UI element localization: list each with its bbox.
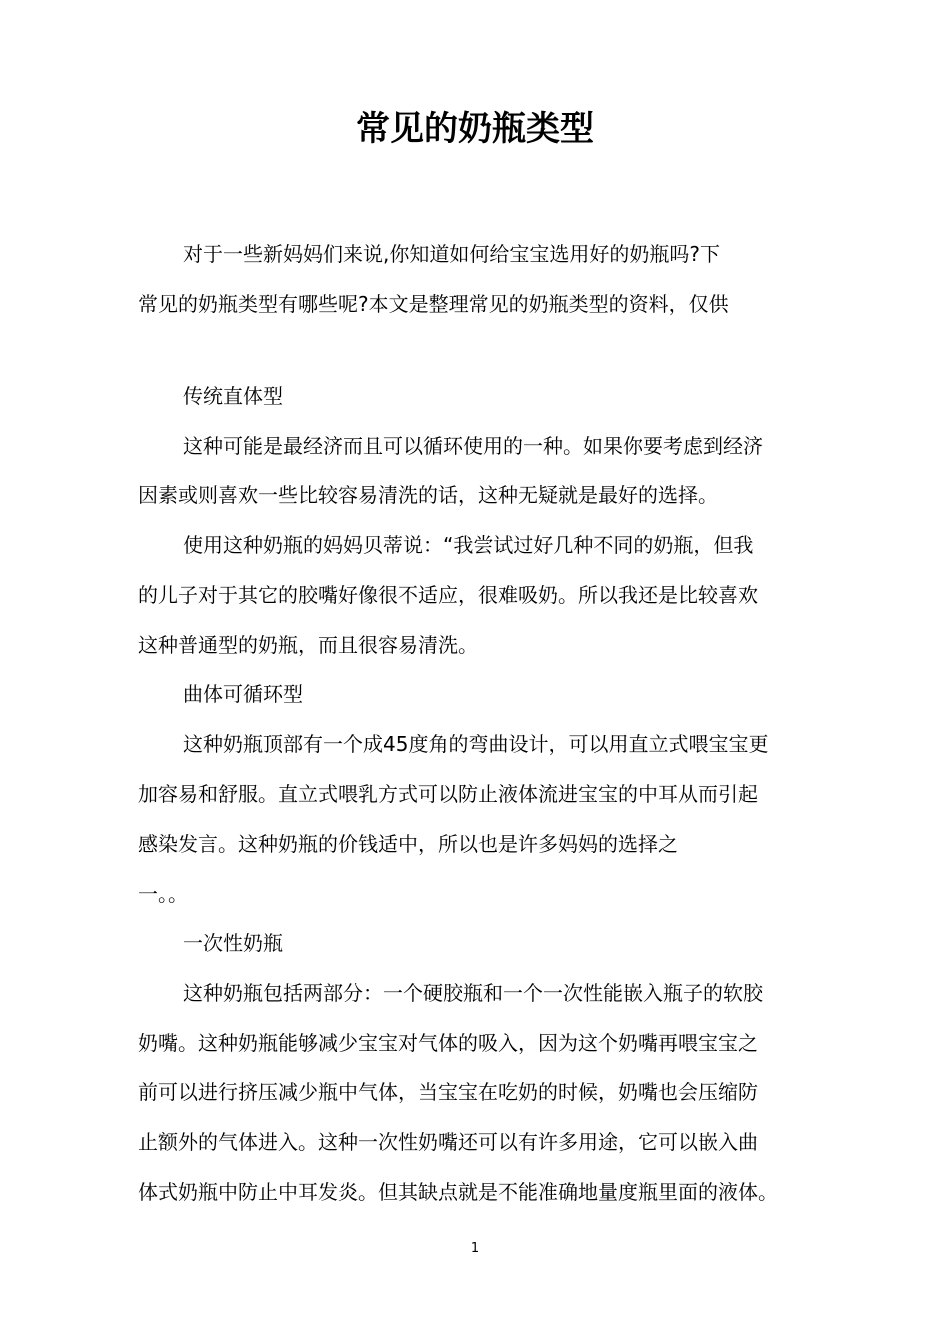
- paragraph-line: 的儿子对于其它的胶嘴好像很不适应，很难吸奶。所以我还是比较喜欢: [138, 583, 758, 607]
- paragraph-line: 前可以进行挤压减少瓶中气体，当宝宝在吃奶的时候，奶嘴也会压缩防: [138, 1080, 758, 1104]
- paragraph-line: 使用这种奶瓶的妈妈贝蒂说：“我尝试过好几种不同的奶瓶，但我: [183, 533, 754, 557]
- section-heading-curved: 曲体可循环型: [183, 682, 303, 706]
- paragraph-line: 这种普通型的奶瓶，而且很容易清洗。: [138, 633, 478, 657]
- paragraph-line: 这种奶瓶顶部有一个成45度角的弯曲设计，可以用直立式喂宝宝更: [183, 732, 769, 756]
- paragraph-line: 体式奶瓶中防止中耳发炎。但其缺点就是不能准确地量度瓶里面的液体。: [138, 1180, 778, 1204]
- intro-line-1: 对于一些新妈妈们来说,你知道如何给宝宝选用好的奶瓶吗?下: [183, 242, 720, 266]
- section-heading-straight: 传统直体型: [183, 384, 283, 408]
- paragraph-line: 这种奶瓶包括两部分：一个硬胶瓶和一个一次性能嵌入瓶子的软胶: [183, 981, 763, 1005]
- section-heading-disposable: 一次性奶瓶: [183, 931, 283, 955]
- page-number: 1: [470, 1241, 480, 1256]
- paragraph-line: 感染发言。这种奶瓶的价钱适中，所以也是许多妈妈的选择之: [138, 832, 678, 856]
- page-title: 常见的奶瓶类型: [356, 109, 594, 149]
- paragraph-line: 止额外的气体进入。这种一次性奶嘴还可以有许多用途，它可以嵌入曲: [138, 1130, 758, 1154]
- paragraph-line: 奶嘴。这种奶瓶能够减少宝宝对气体的吸入，因为这个奶嘴再喂宝宝之: [138, 1031, 758, 1055]
- paragraph-line: 一。。: [138, 882, 188, 906]
- paragraph-line: 因素或则喜欢一些比较容易清洗的话，这种无疑就是最好的选择。: [138, 483, 718, 507]
- paragraph-line: 加容易和舒服。直立式喂乳方式可以防止液体流进宝宝的中耳从而引起: [138, 782, 758, 806]
- paragraph-line: 这种可能是最经济而且可以循环使用的一种。如果你要考虑到经济: [183, 434, 763, 458]
- intro-line-2: 常见的奶瓶类型有哪些呢?本文是整理常见的奶瓶类型的资料，仅供: [138, 292, 729, 316]
